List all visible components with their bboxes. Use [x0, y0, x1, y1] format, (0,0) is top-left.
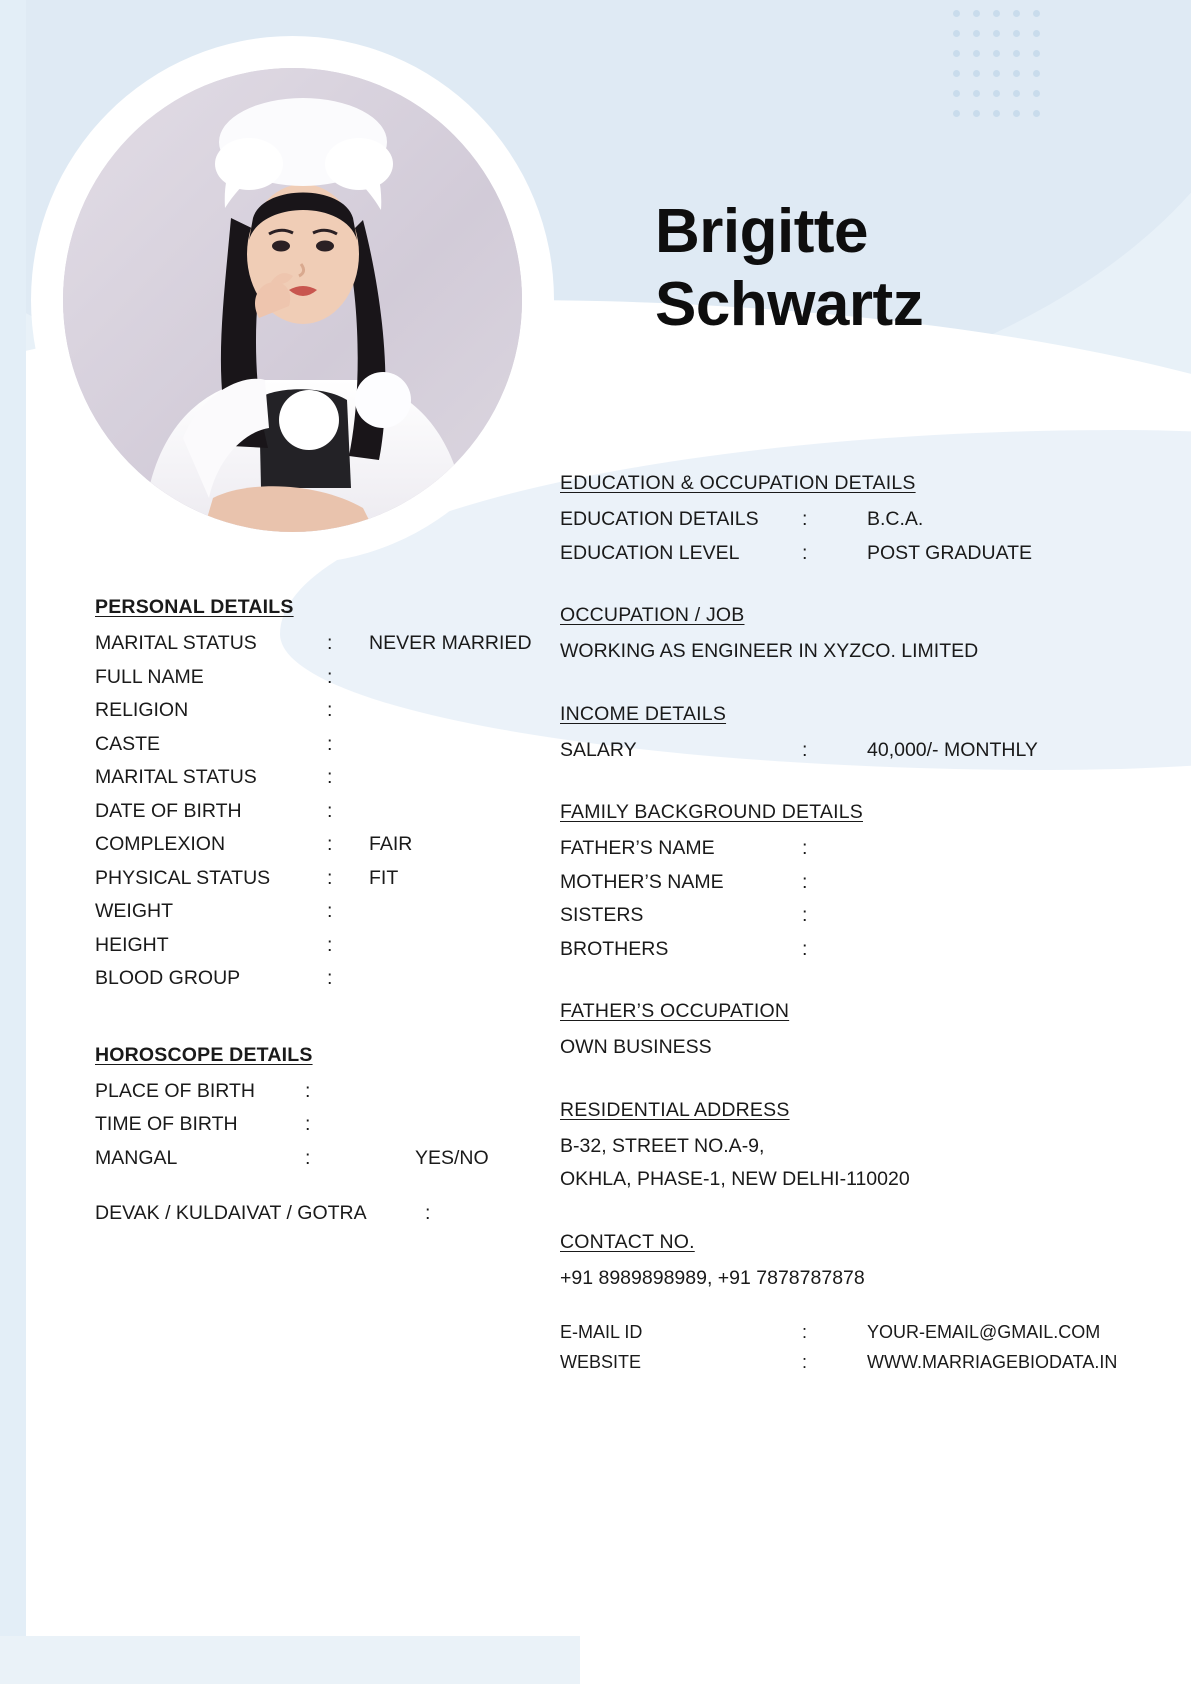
row-value: POST GRADUATE	[867, 541, 1033, 564]
row-value: B.C.A.	[867, 508, 924, 530]
table-row	[95, 795, 555, 829]
row-colon: :	[327, 933, 333, 956]
row-colon: :	[327, 665, 333, 688]
row-colon: :	[327, 632, 333, 654]
row-colon: :	[802, 1322, 808, 1342]
table-row	[95, 661, 555, 695]
row-value: YES/NO	[415, 1146, 489, 1169]
residential-address-title: RESIDENTIAL ADDRESS	[560, 1098, 790, 1121]
row-label: SISTERS	[560, 904, 644, 926]
row-label: PHYSICAL STATUS	[95, 866, 271, 889]
website-row	[560, 1347, 1120, 1377]
row-colon: :	[802, 904, 808, 926]
row-colon: :	[327, 799, 333, 822]
spacer	[560, 1065, 1120, 1099]
row-label: FULL NAME	[95, 665, 204, 688]
personal-details-list	[95, 627, 555, 996]
table-row	[95, 694, 555, 728]
row-label: MANGAL	[95, 1146, 178, 1169]
row-colon: :	[305, 1079, 311, 1102]
row-colon: :	[425, 1202, 431, 1224]
row-label: PLACE OF BIRTH	[95, 1079, 256, 1102]
table-row	[95, 627, 555, 661]
row-label: DEVAK / KULDAIVAT / GOTRA	[95, 1202, 367, 1224]
table-row	[560, 503, 1120, 537]
spacer	[560, 669, 1120, 703]
row-label: E-MAIL ID	[560, 1322, 643, 1342]
father-occupation-title: FATHER’S OCCUPATION	[560, 1000, 790, 1022]
row-colon: :	[802, 738, 808, 761]
row-label: FATHER’S NAME	[560, 837, 715, 859]
row-colon: :	[327, 699, 333, 721]
row-label: MOTHER’S NAME	[560, 870, 724, 893]
income-details-title: INCOME DETAILS	[560, 702, 727, 725]
table-row	[560, 899, 1120, 933]
table-row	[95, 728, 555, 762]
family-background-title: FAMILY BACKGROUND DETAILS	[560, 801, 863, 823]
portrait-illustration	[63, 68, 522, 532]
row-label: MARITAL STATUS	[95, 766, 257, 788]
row-value: NEVER MARRIED	[369, 632, 532, 654]
table-row	[95, 1075, 555, 1109]
row-label: WEIGHT	[95, 900, 173, 922]
table-row	[95, 862, 555, 896]
spacer	[95, 1175, 555, 1197]
education-occupation-title: EDUCATION & OCCUPATION DETAILS	[560, 472, 916, 494]
row-value: 40,000/- MONTHLY	[867, 738, 1038, 761]
last-name: Schwartz	[655, 270, 924, 340]
row-label: HEIGHT	[95, 933, 169, 956]
contact-phone-numbers: +91 8989898989, +91 7878787878	[560, 1266, 865, 1289]
row-colon: :	[327, 900, 333, 922]
row-label: SALARY	[560, 738, 637, 761]
row-colon: :	[802, 541, 808, 564]
email-row	[560, 1317, 1120, 1347]
row-colon: :	[305, 1113, 311, 1135]
page-title	[655, 195, 1125, 341]
row-label: CASTE	[95, 732, 161, 755]
row-label: BLOOD GROUP	[95, 967, 241, 989]
first-name: Brigitte	[655, 197, 868, 266]
dot-grid-decoration	[953, 10, 1053, 130]
contact-title: CONTACT NO.	[560, 1230, 695, 1253]
profile-photo	[63, 68, 522, 532]
table-row	[95, 1108, 555, 1142]
occupation-text: WORKING AS ENGINEER IN XYZCO. LIMITED	[560, 640, 979, 662]
row-colon: :	[802, 837, 808, 859]
row-colon: :	[802, 937, 808, 960]
row-label: COMPLEXION	[95, 833, 226, 855]
occupation-title: OCCUPATION / JOB	[560, 604, 745, 626]
table-row	[95, 962, 555, 996]
horoscope-section	[95, 1044, 555, 1231]
row-colon: :	[327, 833, 333, 855]
background-left-strip	[0, 0, 26, 1684]
row-label: TIME OF BIRTH	[95, 1113, 238, 1135]
table-row	[560, 832, 1120, 866]
spacer	[95, 996, 555, 1044]
row-value: FAIR	[369, 833, 413, 855]
row-value: FIT	[369, 866, 399, 889]
spacer	[560, 966, 1120, 1000]
address-line-2: OKHLA, PHASE-1, NEW DELHI-110020	[560, 1168, 910, 1190]
row-colon: :	[327, 732, 333, 755]
row-label: WEBSITE	[560, 1352, 642, 1372]
table-row	[95, 1142, 555, 1176]
table-row	[95, 761, 555, 795]
father-occupation-text: OWN BUSINESS	[560, 1036, 712, 1058]
email-value: YOUR-EMAIL@GMAIL.COM	[867, 1322, 1101, 1342]
row-colon: :	[802, 508, 808, 530]
table-row	[95, 929, 555, 963]
row-colon: :	[802, 1352, 808, 1372]
row-colon: :	[327, 967, 333, 989]
row-colon: :	[305, 1146, 311, 1169]
table-row	[560, 734, 1120, 768]
spacer	[560, 1197, 1120, 1231]
profile-photo-frame	[45, 50, 540, 550]
horoscope-details-title: HOROSCOPE DETAILS	[95, 1043, 313, 1066]
table-row	[560, 933, 1120, 967]
row-label: EDUCATION DETAILS	[560, 508, 759, 530]
table-row	[95, 895, 555, 929]
row-colon: :	[802, 870, 808, 893]
background-bottom-white	[580, 1636, 1191, 1684]
row-colon: :	[327, 866, 333, 889]
table-row	[560, 866, 1120, 900]
row-label: EDUCATION LEVEL	[560, 541, 740, 564]
table-row	[560, 537, 1120, 571]
row-label: DATE OF BIRTH	[95, 799, 242, 822]
personal-details-title: PERSONAL DETAILS	[95, 596, 294, 618]
row-label: RELIGION	[95, 699, 189, 721]
right-column	[560, 472, 1120, 1377]
row-label: MARITAL STATUS	[95, 632, 257, 654]
spacer	[560, 570, 1120, 604]
devak-row	[95, 1197, 555, 1231]
spacer	[560, 767, 1120, 801]
left-column	[95, 596, 555, 1231]
table-row	[95, 828, 555, 862]
row-colon: :	[327, 766, 333, 788]
address-line-1: B-32, STREET NO.A-9,	[560, 1134, 765, 1157]
website-value: WWW.MARRIAGEBIODATA.IN	[867, 1352, 1118, 1372]
spacer	[560, 1295, 1120, 1317]
row-label: BROTHERS	[560, 937, 669, 960]
